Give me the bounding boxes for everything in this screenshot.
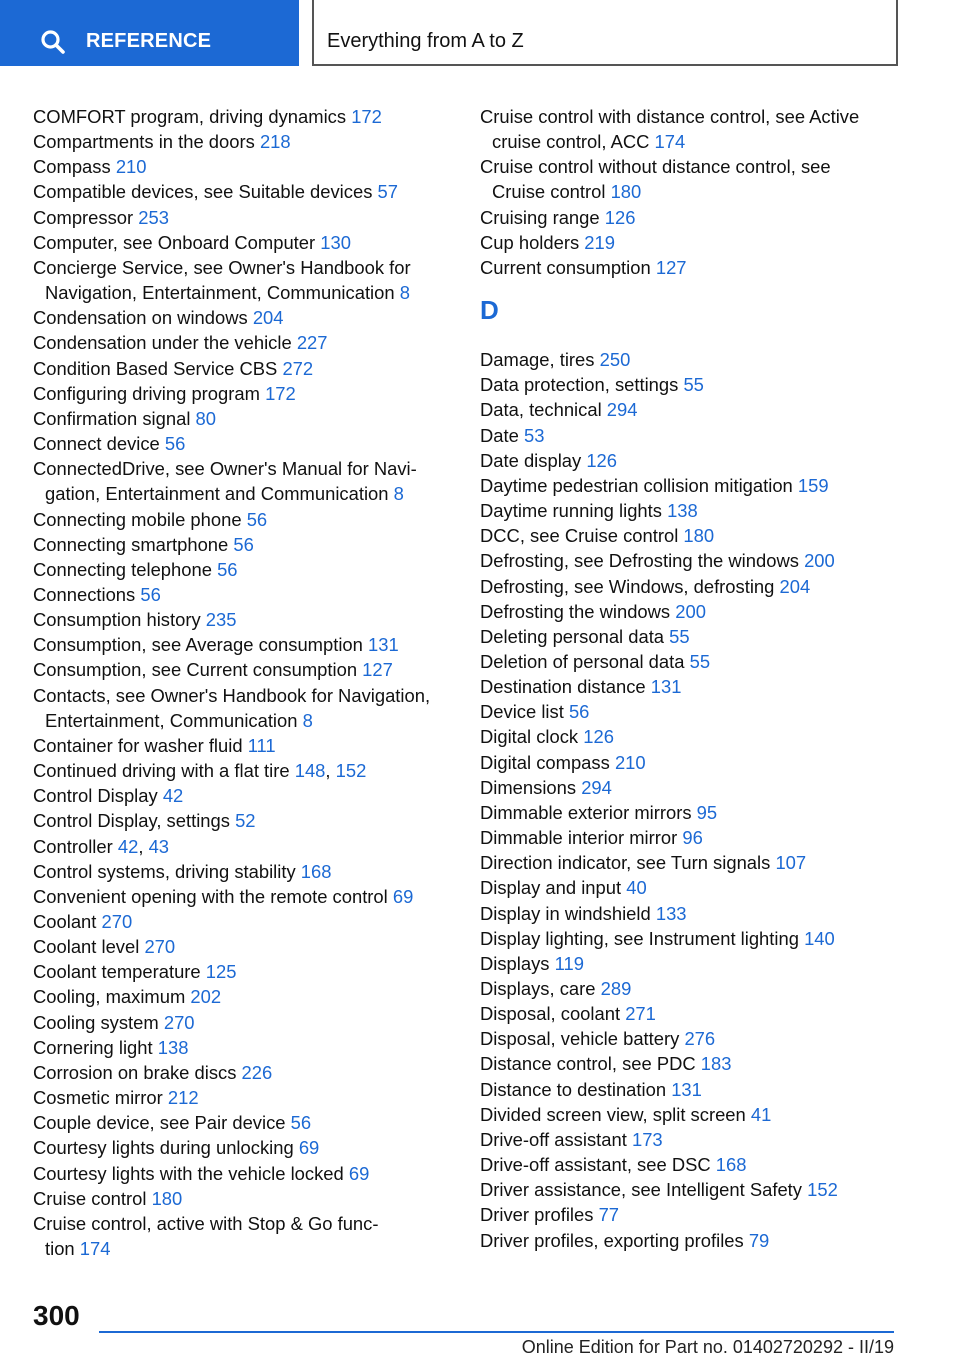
page-reference-link[interactable]: 219	[584, 231, 615, 253]
index-entry	[480, 1177, 920, 1202]
index-entry	[33, 1060, 453, 1085]
index-entry	[480, 951, 920, 976]
index-entry-term: Cruise control with distance control, see Active	[480, 106, 860, 127]
page-reference-link[interactable]: 159	[797, 474, 829, 496]
index-entry	[33, 783, 453, 808]
index-column-left	[33, 104, 453, 1261]
index-entry-term: Cruise control	[33, 1187, 147, 1209]
page-reference-link[interactable]: 174	[654, 131, 686, 153]
index-entry	[480, 1077, 920, 1102]
index-entry-term: Cosmetic mirror	[33, 1087, 163, 1109]
index-entry-term: Control Display, settings	[33, 810, 230, 832]
index-entry	[480, 875, 920, 900]
index-entry	[480, 926, 920, 951]
index-entry	[33, 431, 453, 456]
page-reference-link[interactable]: 212	[167, 1087, 199, 1109]
index-entry-term: Continued driving with a flat tire	[33, 760, 290, 782]
page-reference-link[interactable]: 41	[750, 1103, 772, 1125]
index-entry	[480, 624, 920, 649]
index-entry-term-continued: Navigation, Entertainment, Communication	[45, 282, 395, 304]
page-reference-link[interactable]: 55	[669, 625, 690, 647]
index-entry-term: Corrosion on brake discs	[33, 1061, 237, 1083]
index-entry-term: Connections	[33, 583, 136, 605]
page-reference-link[interactable]: 200	[675, 600, 706, 622]
index-entry-term: Coolant temperature	[33, 961, 201, 983]
index-entry	[480, 1152, 920, 1177]
index-entry	[480, 574, 920, 599]
index-entry-term: Display and input	[480, 877, 622, 899]
index-column-right	[480, 104, 920, 1253]
index-entry: Controller 42, 43	[33, 835, 170, 857]
index-entry	[480, 1001, 920, 1026]
index-entry	[480, 1051, 920, 1076]
index-entry	[33, 859, 453, 884]
page-reference-link[interactable]: 168	[300, 860, 332, 882]
page-reference-link[interactable]: 210	[614, 751, 646, 773]
section-letter-heading: D	[480, 295, 499, 326]
page-reference-link[interactable]: 180	[610, 181, 642, 203]
page-reference-link[interactable]: 174	[79, 1238, 111, 1260]
index-entry-term: Distance to destination	[480, 1078, 667, 1100]
index-entry-term: Damage, tires	[480, 349, 595, 371]
page-reference-link[interactable]: 294	[581, 776, 612, 798]
page-reference-link[interactable]: 200	[804, 550, 835, 572]
index-entry	[480, 1127, 920, 1152]
page-reference-link[interactable]: 96	[682, 827, 703, 849]
page-number: 300	[33, 1300, 80, 1331]
index-group-c-continued	[480, 104, 920, 280]
index-entry	[33, 582, 453, 607]
index-entry-term: Computer, see Onboard Computer	[33, 231, 316, 253]
page-reference-link[interactable]: 55	[683, 374, 704, 396]
index-entry	[33, 984, 453, 1009]
index-entry-term-continued: Entertainment, Communication	[45, 709, 298, 731]
index-entry-term: Driver profiles, exporting profiles	[480, 1229, 744, 1251]
index-entry-term-continued: tion	[45, 1238, 75, 1260]
index-entry	[480, 548, 920, 573]
page-reference-link[interactable]: 56	[246, 508, 268, 530]
index-entry	[33, 959, 453, 984]
index-entry	[480, 154, 920, 204]
index-entry	[480, 448, 920, 473]
index-entry-term: Dimmable exterior mirrors	[480, 801, 692, 823]
page-reference-link[interactable]: 77	[598, 1204, 620, 1226]
page-header	[0, 0, 960, 66]
index-entry	[33, 330, 453, 355]
page-reference-link[interactable]: 125	[205, 961, 237, 983]
page-reference-link[interactable]: 271	[625, 1003, 656, 1025]
page-reference-link[interactable]: 235	[205, 609, 237, 631]
index-entry-term: Direction indicator, see Turn signals	[480, 852, 771, 874]
page-reference-link[interactable]: 95	[696, 801, 718, 823]
index-entry	[480, 724, 920, 749]
edition-note: Online Edition for Part no. 01402720292 - II/19	[521, 1337, 894, 1357]
index-entry-term: Courtesy lights during unlocking	[33, 1137, 294, 1159]
index-entry-term: Connecting telephone	[33, 558, 212, 580]
index-entry-term: Cruise control without distance control, see	[480, 156, 831, 178]
index-entry-term: Dimensions	[480, 776, 577, 798]
index-entry	[33, 1161, 453, 1186]
page-reference-link[interactable]: 127	[362, 659, 393, 681]
page-reference-link[interactable]: 204	[252, 307, 284, 329]
index-entry-term: Courtesy lights with the vehicle locked	[33, 1162, 344, 1184]
index-entry-term: Daytime running lights	[480, 500, 662, 522]
index-entry-term: Control systems, driving stability	[33, 860, 296, 882]
section-tab-reference[interactable]	[0, 0, 299, 66]
index-entry-term: Condensation under the vehicle	[33, 332, 292, 354]
index-entry	[33, 255, 453, 305]
page-reference-link[interactable]: 130	[320, 231, 351, 253]
page-reference-link[interactable]: 42	[162, 785, 184, 807]
index-entry	[33, 657, 453, 682]
page-reference-link[interactable]: 253	[138, 206, 169, 228]
index-entry	[480, 423, 920, 448]
index-entry	[480, 1026, 920, 1051]
index-entry-term: Defrosting, see Windows, defrosting	[480, 575, 775, 597]
page-reference-link[interactable]: 204	[779, 575, 811, 597]
index-entry	[33, 884, 453, 909]
index-entry-term: Digital clock	[480, 726, 579, 748]
index-entry-term: Compartments in the doors	[33, 131, 255, 153]
page-reference-link[interactable]: 131	[368, 634, 399, 656]
page-reference-link[interactable]: 152	[335, 760, 367, 782]
index-entry	[480, 976, 920, 1001]
page-reference-link[interactable]: 40	[626, 877, 647, 899]
page-reference-link[interactable]: 126	[604, 206, 636, 228]
index-entry-term: Connecting mobile phone	[33, 508, 242, 530]
page-reference-link[interactable]: 173	[631, 1128, 663, 1150]
index-entry	[480, 800, 920, 825]
index-entry	[480, 699, 920, 724]
index-entry-term-continued: Cruise control	[492, 181, 606, 203]
index-entry-term: Concierge Service, see Owner's Handbook for	[33, 256, 411, 278]
index-entry-term: Condensation on windows	[33, 307, 248, 329]
page-reference-link[interactable]: 119	[554, 952, 584, 974]
page-reference-link[interactable]: 140	[804, 927, 835, 949]
page-reference-link[interactable]: 8	[302, 709, 313, 731]
index-entry	[480, 674, 920, 699]
page-reference-link[interactable]: 69	[348, 1162, 370, 1184]
index-entry-term: Date display	[480, 449, 582, 471]
page-reference-link[interactable]: 80	[195, 407, 217, 429]
index-entry	[33, 557, 453, 582]
page-reference-link[interactable]: 8	[393, 483, 404, 505]
index-entry-term: Configuring driving program	[33, 382, 260, 404]
page-reference-link[interactable]: 172	[351, 106, 382, 127]
index-entry	[33, 532, 453, 557]
index-entry-term: Driver assistance, see Intelligent Safety	[480, 1179, 802, 1201]
index-entry	[33, 934, 453, 959]
index-entry	[33, 104, 453, 129]
index-entry	[33, 683, 453, 733]
index-entry	[33, 1010, 453, 1035]
index-entry-term: Drive-off assistant, see DSC	[480, 1154, 711, 1176]
index-entry	[480, 825, 920, 850]
index-entry	[33, 456, 453, 506]
page-reference-link[interactable]: 168	[715, 1154, 747, 1176]
index-entry	[480, 498, 920, 523]
page-reference-link[interactable]: 55	[689, 650, 711, 672]
page-reference-link[interactable]: 172	[265, 382, 296, 404]
index-entry-term: Disposal, coolant	[480, 1003, 621, 1025]
index-entry	[480, 347, 920, 372]
page-reference-link[interactable]: 43	[148, 835, 170, 857]
page-reference-link[interactable]: 126	[586, 449, 618, 471]
index-entry-term: COMFORT program, driving dynamics	[33, 106, 347, 127]
index-entry-term: Controller	[33, 835, 113, 857]
page-reference-link[interactable]: 180	[151, 1187, 183, 1209]
page-reference-link[interactable]: 56	[233, 533, 254, 555]
page-reference-link[interactable]: 56	[568, 701, 590, 723]
page-reference-link[interactable]: 138	[667, 500, 698, 522]
page-reference-link[interactable]: 218	[259, 131, 291, 153]
index-entry	[33, 1211, 453, 1261]
index-entry	[33, 909, 453, 934]
page-reference-link[interactable]: 138	[157, 1036, 189, 1058]
index-entry	[33, 1085, 453, 1110]
index-entry-term: Disposal, vehicle battery	[480, 1028, 680, 1050]
index-entry-term-continued: cruise control, ACC	[492, 131, 650, 153]
index-entry	[480, 255, 920, 280]
index-entry	[480, 372, 920, 397]
page-reference-link[interactable]: 226	[241, 1061, 273, 1083]
index-entry-term: ConnectedDrive, see Owner's Manual for Navi-	[33, 458, 417, 480]
index-entry	[33, 230, 453, 255]
index-entry-term: Confirmation signal	[33, 407, 191, 429]
index-entry	[480, 523, 920, 548]
page-reference-link[interactable]: 52	[235, 810, 256, 832]
index-entry	[33, 1035, 453, 1060]
index-entry-term: Displays, care	[480, 978, 596, 999]
page-reference-link[interactable]: 183	[700, 1053, 732, 1075]
index-entry	[480, 750, 920, 775]
index-entry-term: Consumption history	[33, 609, 201, 631]
page-reference-link[interactable]: 133	[655, 902, 687, 924]
index-entry-term: Displays	[480, 952, 550, 974]
index-entry	[33, 1110, 453, 1135]
index-entry	[33, 733, 453, 758]
index-entry	[480, 473, 920, 498]
page-reference-link[interactable]: 56	[164, 433, 186, 455]
index-entry-term: Daytime pedestrian collision mitigation	[480, 474, 793, 496]
index-entry	[480, 599, 920, 624]
page-reference-link[interactable]: 42	[117, 835, 139, 857]
chapter-title: Everything from A to Z	[327, 30, 524, 52]
index-entry-term: Digital compass	[480, 751, 610, 773]
index-entry	[480, 649, 920, 674]
index-entry-term: Consumption, see Average consumption	[33, 634, 363, 656]
index-entry	[480, 104, 920, 154]
index-entry-term: Deletion of personal data	[480, 650, 685, 672]
page-reference-link[interactable]: 270	[144, 936, 176, 958]
index-entry-term: Cornering light	[33, 1036, 153, 1058]
index-entry-term: Cruising range	[480, 206, 600, 228]
index-entry-term: Condition Based Service CBS	[33, 357, 278, 379]
page-reference-link[interactable]: 131	[671, 1078, 702, 1100]
index-entry-term: Connecting smartphone	[33, 533, 229, 555]
page-reference-link[interactable]: 79	[748, 1229, 770, 1251]
index-entry-term: Distance control, see PDC	[480, 1053, 696, 1075]
index-entry	[480, 230, 920, 255]
page-reference-link[interactable]: 270	[163, 1011, 195, 1033]
index-entry-term: Control Display	[33, 785, 158, 807]
index-entry	[33, 179, 453, 204]
section-label: REFERENCE	[86, 30, 212, 52]
index-entry-term: Divided screen view, split screen	[480, 1103, 746, 1125]
index-entry-term: Drive-off assistant	[480, 1128, 627, 1150]
index-entry-term: Device list	[480, 701, 564, 723]
chapter-title-box	[312, 0, 898, 66]
index-group-d	[480, 347, 920, 1253]
index-entry-term: Convenient opening with the remote control	[33, 885, 388, 907]
index-entry-term: Cruise control, active with Stop & Go func-	[33, 1212, 379, 1234]
index-entry	[33, 381, 453, 406]
index-entry-term: Display lighting, see Instrument lighting	[480, 927, 799, 949]
index-entry-term: Deleting personal data	[480, 625, 665, 647]
index-entry-term: Compass	[33, 156, 111, 178]
index-entry-term: Cooling system	[33, 1011, 159, 1033]
index-entry: Continued driving with a flat tire 148, 152	[33, 760, 367, 782]
index-entry-term: Dimmable interior mirror	[480, 827, 678, 849]
page-reference-link[interactable]: 210	[115, 156, 147, 178]
index-entry-term-continued: gation, Entertainment and Communication	[45, 483, 389, 505]
page-reference-link[interactable]: 148	[294, 760, 326, 782]
index-entry-term: Display in windshield	[480, 902, 651, 924]
index-entry	[33, 129, 453, 154]
page-reference-link[interactable]: 202	[190, 986, 222, 1008]
page-reference-link[interactable]: 131	[650, 676, 682, 698]
index-entry-term: Couple device, see Pair device	[33, 1112, 286, 1134]
search-icon	[40, 29, 66, 55]
index-entry-term: Contacts, see Owner's Handbook for Navigation,	[33, 684, 431, 706]
page-reference-link[interactable]: 180	[683, 525, 715, 547]
index-entry-term: Consumption, see Current consumption	[33, 659, 358, 681]
index-entry	[480, 1202, 920, 1227]
index-entry	[33, 808, 453, 833]
page-reference-link[interactable]: 294	[606, 399, 638, 421]
page-reference-link[interactable]: 270	[101, 911, 133, 932]
page-reference-link[interactable]: 127	[655, 256, 687, 278]
index-entry-term: Data protection, settings	[480, 374, 679, 396]
page-reference-link[interactable]: 289	[600, 978, 632, 999]
index-entry	[480, 901, 920, 926]
page-reference-link[interactable]: 126	[583, 726, 614, 748]
index-entry-term: Destination distance	[480, 676, 646, 698]
index-entry	[480, 1102, 920, 1127]
index-entry-term: Defrosting the windows	[480, 600, 671, 622]
page-reference-link[interactable]: 107	[775, 852, 807, 874]
page-reference-link[interactable]: 69	[392, 885, 414, 907]
page-reference-link[interactable]: 250	[599, 349, 631, 371]
index-entry-term: Coolant level	[33, 936, 140, 958]
page-reference-link[interactable]: 69	[298, 1137, 320, 1159]
index-entry-term: Coolant	[33, 911, 97, 932]
index-entry	[480, 397, 920, 422]
page-reference-link[interactable]: 56	[140, 583, 161, 605]
page-reference-link[interactable]: 276	[684, 1028, 716, 1050]
index-entry-term: Date	[480, 424, 519, 446]
page-reference-link[interactable]: 56	[217, 558, 238, 580]
index-entry-term: Data, technical	[480, 399, 602, 421]
index-entry	[33, 356, 453, 381]
page-reference-link[interactable]: 53	[523, 424, 545, 446]
page-reference-link[interactable]: 56	[290, 1112, 312, 1134]
index-entry-term: Driver profiles	[480, 1204, 594, 1226]
page-reference-link[interactable]: 227	[296, 332, 328, 354]
index-entry	[33, 205, 453, 230]
page-reference-link[interactable]: 8	[399, 282, 410, 304]
index-entry-term: Container for washer fluid	[33, 734, 243, 756]
page-reference-link[interactable]: 57	[377, 181, 398, 203]
index-entry-term: Cooling, maximum	[33, 986, 186, 1008]
index-entry	[33, 406, 453, 431]
page-reference-link[interactable]: 152	[807, 1179, 838, 1201]
index-entry	[480, 1228, 920, 1253]
footer-divider	[99, 1331, 894, 1333]
index-entry-term: Current consumption	[480, 256, 651, 278]
index-entry	[480, 850, 920, 875]
index-entry	[33, 632, 453, 657]
index-entry-term: Compressor	[33, 206, 134, 228]
index-entry	[480, 775, 920, 800]
index-entry-term: DCC, see Cruise control	[480, 525, 679, 547]
page-reference-link[interactable]: 111	[247, 734, 276, 756]
index-entry	[33, 1186, 453, 1211]
index-entry	[480, 205, 920, 230]
index-entry-term: Cup holders	[480, 231, 580, 253]
index-entry	[33, 1135, 453, 1160]
index-entry-term: Connect device	[33, 433, 160, 455]
index-entry-term: Defrosting, see Defrosting the windows	[480, 550, 799, 572]
index-entry	[33, 507, 453, 532]
index-entry	[33, 305, 453, 330]
page-reference-link[interactable]: 272	[282, 357, 314, 379]
index-entry	[33, 154, 453, 179]
index-entry-term: Compatible devices, see Suitable devices	[33, 181, 373, 203]
index-entry	[33, 607, 453, 632]
